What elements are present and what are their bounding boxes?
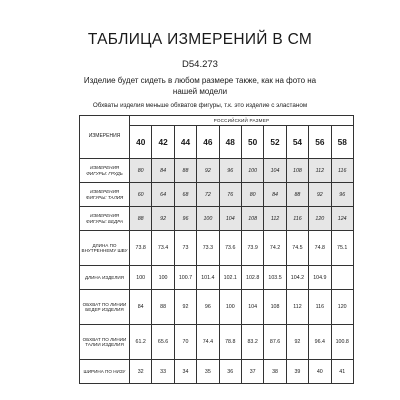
size-54: 54 <box>286 126 308 159</box>
table-cell: 74.4 <box>197 325 219 360</box>
table-cell: 104 <box>241 290 263 325</box>
table-cell: 73.4 <box>152 231 174 266</box>
measurements-header: ИЗМЕРЕНИЯ <box>80 116 130 159</box>
table-cell: 75.1 <box>331 231 353 266</box>
table-cell: 60 <box>130 183 152 207</box>
table-cell: 100.8 <box>331 325 353 360</box>
table-cell <box>331 266 353 290</box>
size-header-row <box>80 116 354 126</box>
table-cell: 73 <box>174 231 196 266</box>
table-cell: 92 <box>174 290 196 325</box>
row-label: ИЗМЕРЕНИЯ ФИГУРЫ: ТАЛИЯ <box>80 183 130 207</box>
table-cell: 80 <box>241 183 263 207</box>
table-cell: 92 <box>286 325 308 360</box>
table-cell: 73.9 <box>241 231 263 266</box>
size-44: 44 <box>174 126 196 159</box>
table-cell: 37 <box>241 360 263 384</box>
table-cell: 92 <box>197 159 219 183</box>
fit-description-line-2: нашей модели <box>172 87 228 96</box>
table-row <box>80 207 354 231</box>
table-row <box>80 159 354 183</box>
table-cell: 74.5 <box>286 231 308 266</box>
table-cell: 100 <box>241 159 263 183</box>
table-cell: 74.8 <box>309 231 331 266</box>
size-52: 52 <box>264 126 286 159</box>
table-cell: 96 <box>331 183 353 207</box>
row-label: ИЗМЕРЕНИЯ ФИГУРЫ: БЕДРА <box>80 207 130 231</box>
table-cell: 61.2 <box>130 325 152 360</box>
table-row <box>80 290 354 325</box>
table-cell: 104.9 <box>309 266 331 290</box>
table-cell: 103.5 <box>264 266 286 290</box>
table-cell: 92 <box>309 183 331 207</box>
table-cell: 112 <box>264 207 286 231</box>
table-cell: 84 <box>264 183 286 207</box>
table-row <box>80 231 354 266</box>
table-cell: 88 <box>286 183 308 207</box>
row-label: ОБХВАТ ПО ЛИНИИ БЕДЕР ИЗДЕЛИЯ <box>80 290 130 325</box>
elastane-note: Обхваты изделия меньше обхватов фигуры, т.к. это изделие с эластаном <box>92 102 308 109</box>
table-cell: 102.1 <box>219 266 241 290</box>
table-cell: 74.2 <box>264 231 286 266</box>
table-cell: 32 <box>130 360 152 384</box>
table-cell: 112 <box>286 290 308 325</box>
table-cell: 100 <box>152 266 174 290</box>
table-cell: 116 <box>331 159 353 183</box>
table-cell: 96 <box>174 207 196 231</box>
size-50: 50 <box>241 126 263 159</box>
table-cell: 40 <box>309 360 331 384</box>
table-cell: 80 <box>130 159 152 183</box>
fit-description <box>0 75 400 97</box>
table-cell: 104.2 <box>286 266 308 290</box>
table-cell: 72 <box>197 183 219 207</box>
table-row <box>80 183 354 207</box>
article-code: D54.273 <box>182 59 218 70</box>
table-cell: 87.6 <box>264 325 286 360</box>
row-label: ИЗМЕРЕНИЯ ФИГУРЫ: ГРУДЬ <box>80 159 130 183</box>
table-cell: 76 <box>219 183 241 207</box>
table-cell: 112 <box>309 159 331 183</box>
row-label: ШИРИНА ПО НИЗУ <box>80 360 130 384</box>
table-cell: 104 <box>264 159 286 183</box>
table-cell: 120 <box>331 290 353 325</box>
size-40: 40 <box>130 126 152 159</box>
table-cell: 33 <box>152 360 174 384</box>
table-cell: 70 <box>174 325 196 360</box>
table-cell: 124 <box>331 207 353 231</box>
row-label: ДЛИНА ПО ВНУТРЕННЕМУ ШВУ <box>80 231 130 266</box>
table-cell: 116 <box>286 207 308 231</box>
table-cell: 96 <box>219 159 241 183</box>
table-row <box>80 325 354 360</box>
table-cell: 84 <box>130 290 152 325</box>
table-cell: 100.7 <box>174 266 196 290</box>
table-cell: 108 <box>241 207 263 231</box>
table-cell: 73.6 <box>219 231 241 266</box>
size-table <box>79 115 354 384</box>
table-cell: 96.4 <box>309 325 331 360</box>
table-cell: 88 <box>174 159 196 183</box>
table-row <box>80 266 354 290</box>
table-cell: 88 <box>152 290 174 325</box>
table-cell: 102.8 <box>241 266 263 290</box>
row-label: ОБХВАТ ПО ЛИНИИ ТАЛИИ ИЗДЕЛИЯ <box>80 325 130 360</box>
size-58: 58 <box>331 126 353 159</box>
table-cell: 73.8 <box>130 231 152 266</box>
table-cell: 120 <box>309 207 331 231</box>
table-cell: 68 <box>174 183 196 207</box>
table-cell: 39 <box>286 360 308 384</box>
size-56: 56 <box>309 126 331 159</box>
size-48: 48 <box>219 126 241 159</box>
size-46: 46 <box>197 126 219 159</box>
table-cell: 83.2 <box>241 325 263 360</box>
table-cell: 96 <box>197 290 219 325</box>
row-label: ДЛИНА ИЗДЕЛИЯ <box>80 266 130 290</box>
table-cell: 36 <box>219 360 241 384</box>
table-cell: 34 <box>174 360 196 384</box>
table-cell: 38 <box>264 360 286 384</box>
table-cell: 116 <box>309 290 331 325</box>
table-cell: 88 <box>130 207 152 231</box>
table-cell: 78.8 <box>219 325 241 360</box>
page-title: ТАБЛИЦА ИЗМЕРЕНИЙ В СМ <box>87 31 313 48</box>
fit-description-line-1: Изделие будет сидеть в любом размере также, как на фото на <box>83 76 317 85</box>
table-cell: 84 <box>152 159 174 183</box>
table-cell: 101.4 <box>197 266 219 290</box>
table-cell: 100 <box>219 290 241 325</box>
table-cell: 41 <box>331 360 353 384</box>
table-cell: 108 <box>286 159 308 183</box>
table-cell: 64 <box>152 183 174 207</box>
table-cell: 65.6 <box>152 325 174 360</box>
table-cell: 92 <box>152 207 174 231</box>
table-row <box>80 360 354 384</box>
table-cell: 35 <box>197 360 219 384</box>
table-cell: 73.3 <box>197 231 219 266</box>
russian-size-header: РОССИЙСКИЙ РАЗМЕР <box>130 116 354 126</box>
size-42: 42 <box>152 126 174 159</box>
table-cell: 100 <box>197 207 219 231</box>
table-cell: 100 <box>130 266 152 290</box>
table-cell: 104 <box>219 207 241 231</box>
table-cell: 108 <box>264 290 286 325</box>
